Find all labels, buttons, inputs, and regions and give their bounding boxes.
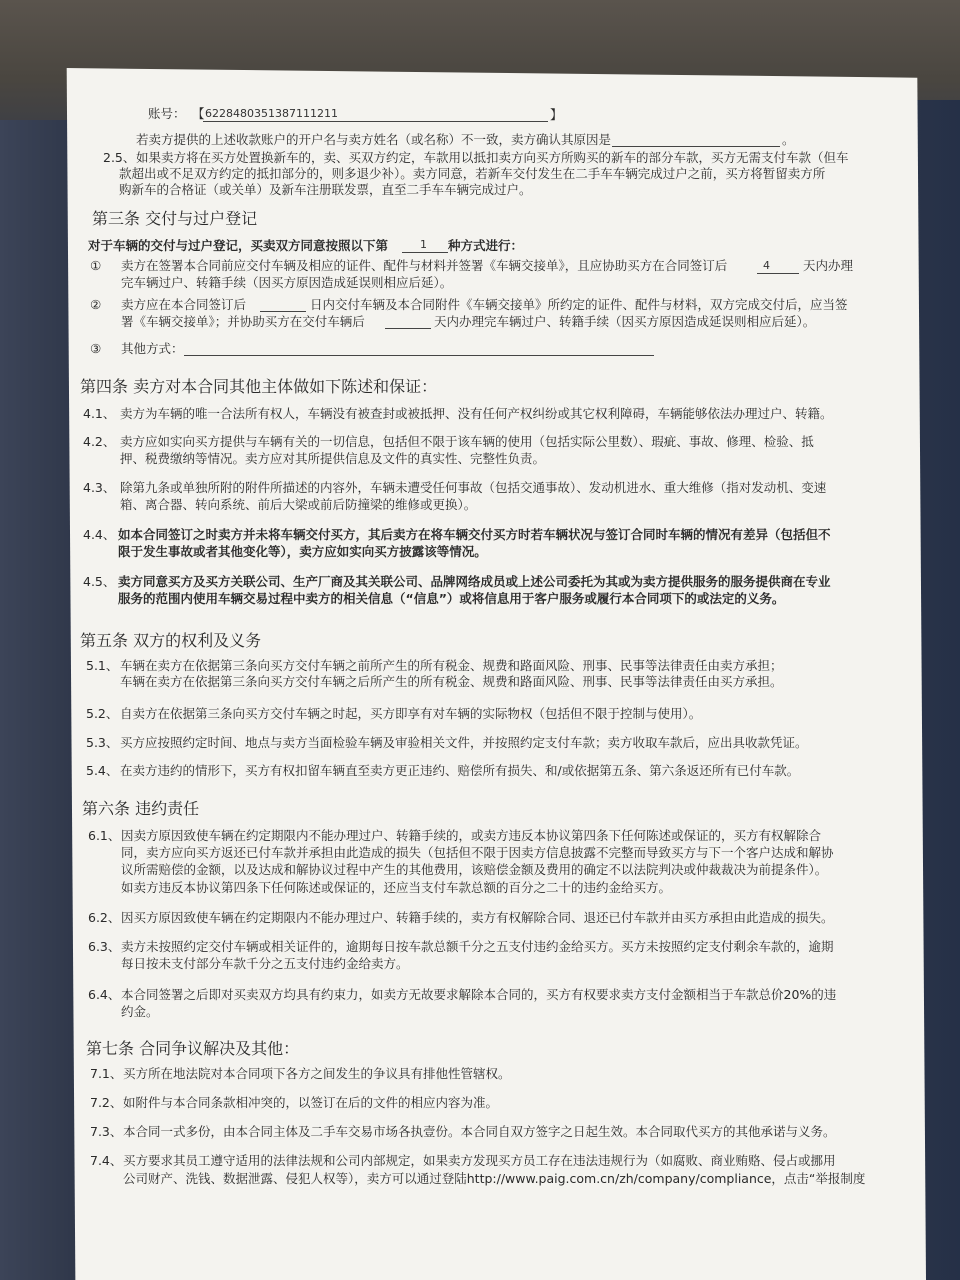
clause-6-4-line-1: 本合同签署之后即对买卖双方均具有约束力，如卖方无故要求解除本合同的，买方有权要求卖方支付金额相当于车款总价20%的违 bbox=[121, 987, 837, 1002]
option-2-marker: ② bbox=[90, 297, 102, 312]
clause-5-1-line-1: 车辆在卖方在依据第三条向买方交付车辆之前所产生的所有税金、规费和路面风险、刑事、民事等法律责任由卖方承担； bbox=[120, 658, 783, 673]
option-1-days-value: 4 bbox=[763, 259, 770, 272]
clause-number: 6.1、 bbox=[88, 828, 121, 843]
clause-number: 4.4、 bbox=[83, 527, 116, 542]
clause-7-1: 买方所在地法院对本合同项下各方之间发生的争议具有排他性管辖权。 bbox=[123, 1066, 511, 1081]
clause-6-1-line-4: 如卖方违反本协议第四条下任何陈述或保证的，还应当支付车款总额的百分之二十的违约金给买方。 bbox=[121, 880, 672, 895]
option-2-line-2: 署《车辆交接单》；并协助买方在交付车辆后 bbox=[121, 314, 365, 329]
clause-7-2: 如附件与本合同条款相冲突的，以签订在后的文件的相应内容为准。 bbox=[123, 1095, 499, 1110]
clause-2-5-line-1: 如果卖方将在买方处置换新车的，卖、买双方约定，车款用以抵扣卖方向买方所购买的新车的部分车款，买方无需支付车款（但车 bbox=[136, 150, 849, 165]
option-2-transfer-days-blank bbox=[385, 328, 431, 329]
clause-6-2: 因买方原因致使车辆在约定期限内不能办理过户、转籍手续的，卖方有权解除合同、退还已付车款并由买方承担由此造成的损失。 bbox=[121, 910, 834, 925]
clause-number: 2.5、 bbox=[103, 150, 136, 165]
article-4-heading: 第四条 卖方对本合同其他主体做如下陈述和保证： bbox=[80, 377, 438, 396]
clause-7-3: 本合同一式多份，由本合同主体及二手车交易市场各执壹份。本合同自双方签字之日起生效。本合同取代买方的其他承诺与义务。 bbox=[123, 1124, 836, 1139]
clause-number: 7.1、 bbox=[90, 1066, 123, 1081]
clause-4-4-line-1: 如本合同签订之时卖方并未将车辆交付买方，其后卖方在将车辆交付买方时若车辆状况与签订合同时车辆的情况有差异（包括但不 bbox=[118, 527, 831, 542]
clause-6-4-line-2: 约金。 bbox=[121, 1004, 159, 1019]
article-5-heading: 第五条 双方的权利及义务 bbox=[80, 631, 262, 650]
article-3-intro-end: 种方式进行： bbox=[448, 238, 524, 253]
clause-7-4-line-2: 公司财产、洗钱、数据泄露、侵犯人权等），卖方可以通过登陆http://www.paig.com.cn/zh/company/compliance，点击“举报制度 bbox=[123, 1171, 866, 1186]
clause-4-3-line-2: 箱、离合器、转向系统、前后大梁或前后防撞梁的维修或更换）。 bbox=[120, 497, 477, 512]
option-2-line-1: 卖方应在本合同签订后 bbox=[121, 297, 247, 312]
account-note-end: 。 bbox=[782, 132, 795, 147]
account-label: 账号： bbox=[148, 106, 186, 121]
clause-6-3-line-1: 卖方未按照约定交付车辆或相关证件的，逾期每日按车款总额千分之五支付违约金给买方。买方未按照约定支付剩余车款的，逾期 bbox=[121, 939, 834, 954]
clause-2-5-line-3: 购新车的合格证（或关单）及新车注册联发票，直至二手车车辆完成过户。 bbox=[119, 182, 532, 197]
option-2-line-2-end: 天内办理完车辆过户、转籍手续（因买方原因造成延误则相应后延）。 bbox=[434, 314, 816, 329]
clause-7-4-line-1: 买方要求其员工遵守适用的法律法规和公司内部规定，如果卖方发现买方员工存在违法违规行为（如腐败、商业贿赂、侵占或挪用 bbox=[123, 1153, 836, 1168]
option-1-line-2: 完车辆过户、转籍手续（因买方原因造成延误则相应后延）。 bbox=[121, 275, 453, 290]
option-3-marker: ③ bbox=[90, 341, 102, 356]
account-open-bracket: 【 bbox=[192, 106, 205, 121]
option-1-line-1: 卖方在签署本合同前应交付车辆及相应的证件、配件与材料并签署《车辆交接单》，且应协助买方在合同签订后 bbox=[121, 258, 728, 273]
account-underline bbox=[203, 121, 548, 122]
clause-number: 5.1、 bbox=[86, 658, 119, 673]
clause-5-3: 买方应按照约定时间、地点与卖方当面检验车辆及审验相关文件，并按照约定支付车款；卖方收取车款后，应出具收款凭证。 bbox=[120, 735, 808, 750]
article-6-heading: 第六条 违约责任 bbox=[82, 799, 200, 818]
clause-4-4-line-2: 限于发生事故或者其他变化等），卖方应如实向买方披露该等情况。 bbox=[118, 544, 487, 559]
clause-number: 5.2、 bbox=[86, 706, 119, 721]
clause-4-3-line-1: 除第九条或单独所附的附件所描述的内容外，车辆未遭受任何事故（包括交通事故）、发动机进水、重大维修（指对发动机、变速 bbox=[120, 480, 827, 495]
option-1-marker: ① bbox=[90, 258, 102, 273]
article-3-intro: 对于车辆的交付与过户登记，买卖双方同意按照以下第 bbox=[88, 238, 389, 253]
clause-number: 4.1、 bbox=[83, 406, 116, 421]
option-1-line-1-end: 天内办理 bbox=[803, 258, 854, 273]
clause-number: 4.5、 bbox=[83, 574, 116, 589]
clause-number: 4.3、 bbox=[83, 480, 116, 495]
clause-6-1-line-2: 同，卖方应向买方返还已付车款并承担由此造成的损失（包括但不限于因卖方信息披露不完整而导致买方与下一个客户达成和解协 bbox=[121, 845, 834, 860]
clause-6-3-line-2: 每日按未支付部分车款千分之五支付违约金给卖方。 bbox=[121, 956, 409, 971]
clause-5-4: 在卖方违约的情形下，买方有权扣留车辆直至卖方更正违约、赔偿所有损失、和/或依据第五条、第六条返还所有已付车款。 bbox=[120, 763, 800, 778]
clause-4-2-line-1: 卖方应如实向买方提供与车辆有关的一切信息，包括但不限于该车辆的使用（包括实际公里数）、瑕疵、事故、修理、检验、抵 bbox=[120, 434, 814, 449]
clause-number: 6.4、 bbox=[88, 987, 121, 1002]
option-2-line-1-end: 日内交付车辆及本合同附件《车辆交接单》所约定的证件、配件与材料，双方完成交付后，应当签 bbox=[310, 297, 848, 312]
article-7-heading: 第七条 合同争议解决及其他： bbox=[86, 1039, 300, 1058]
option-1-days-blank bbox=[757, 273, 799, 274]
clause-number: 7.3、 bbox=[90, 1124, 123, 1139]
account-close-bracket: 】 bbox=[550, 107, 563, 122]
option-3-blank bbox=[184, 355, 654, 356]
article-3-heading: 第三条 交付与过户登记 bbox=[92, 209, 258, 228]
option-3-label: 其他方式： bbox=[121, 341, 184, 356]
clause-4-1: 卖方为车辆的唯一合法所有权人，车辆没有被查封或被抵押、没有任何产权纠纷或其它权利障碍，车辆能够依法办理过户、转籍。 bbox=[120, 406, 833, 421]
clause-5-1-line-2: 车辆在卖方在依据第三条向买方交付车辆之后所产生的所有税金、规费和路面风险、刑事、民事等法律责任由买方承担。 bbox=[120, 674, 783, 689]
clause-number: 4.2、 bbox=[83, 434, 116, 449]
article-3-choice-blank bbox=[402, 252, 448, 253]
clause-number: 7.4、 bbox=[90, 1153, 123, 1168]
clause-6-1-line-1: 因卖方原因致使车辆在约定期限内不能办理过户、转籍手续的，或卖方违反本协议第四条下任何陈述或保证的，买方有权解除合 bbox=[121, 828, 822, 843]
account-number: 6228480351387111211 bbox=[205, 107, 338, 120]
clause-6-1-line-3: 议所需赔偿的金额，以及达成和解协议过程中产生的其他费用，该赔偿金额及费用的确定不以法院判决或仲裁裁决为前提条件）。 bbox=[121, 862, 828, 877]
account-reason-blank bbox=[612, 146, 780, 147]
clause-4-2-line-2: 押、税费缴纳等情况。卖方应对其所提供信息及文件的真实性、完整性负责。 bbox=[120, 451, 546, 466]
clause-5-2: 自卖方在依据第三条向买方交付车辆之时起，买方即享有对车辆的实际物权（包括但不限于控制与使用）。 bbox=[120, 706, 702, 721]
clause-number: 7.2、 bbox=[90, 1095, 123, 1110]
clause-number: 5.3、 bbox=[86, 735, 119, 750]
article-3-choice-value: 1 bbox=[420, 238, 427, 251]
clause-number: 6.2、 bbox=[88, 910, 121, 925]
option-2-days-blank bbox=[260, 311, 306, 312]
account-note: 若卖方提供的上述收款账户的开户名与卖方姓名（或名称）不一致，卖方确认其原因是 bbox=[136, 132, 612, 147]
clause-4-5-line-2: 服务的范围内使用车辆交易过程中卖方的相关信息（“信息”）或将信息用于客户服务或履行本合同项下的或法定的义务。 bbox=[118, 591, 785, 606]
clause-number: 5.4、 bbox=[86, 763, 119, 778]
clause-number: 6.3、 bbox=[88, 939, 121, 954]
clause-2-5-line-2: 款超出或不足双方约定的抵扣部分的，则多退少补）。卖方同意，若新车交付发生在二手车车辆完成过户之前，买方将暂留卖方所 bbox=[119, 166, 826, 181]
clause-4-5-line-1: 卖方同意买方及买方关联公司、生产厂商及其关联公司、品牌网络成员或上述公司委托为其或为卖方提供服务的服务提供商在专业 bbox=[118, 574, 831, 589]
